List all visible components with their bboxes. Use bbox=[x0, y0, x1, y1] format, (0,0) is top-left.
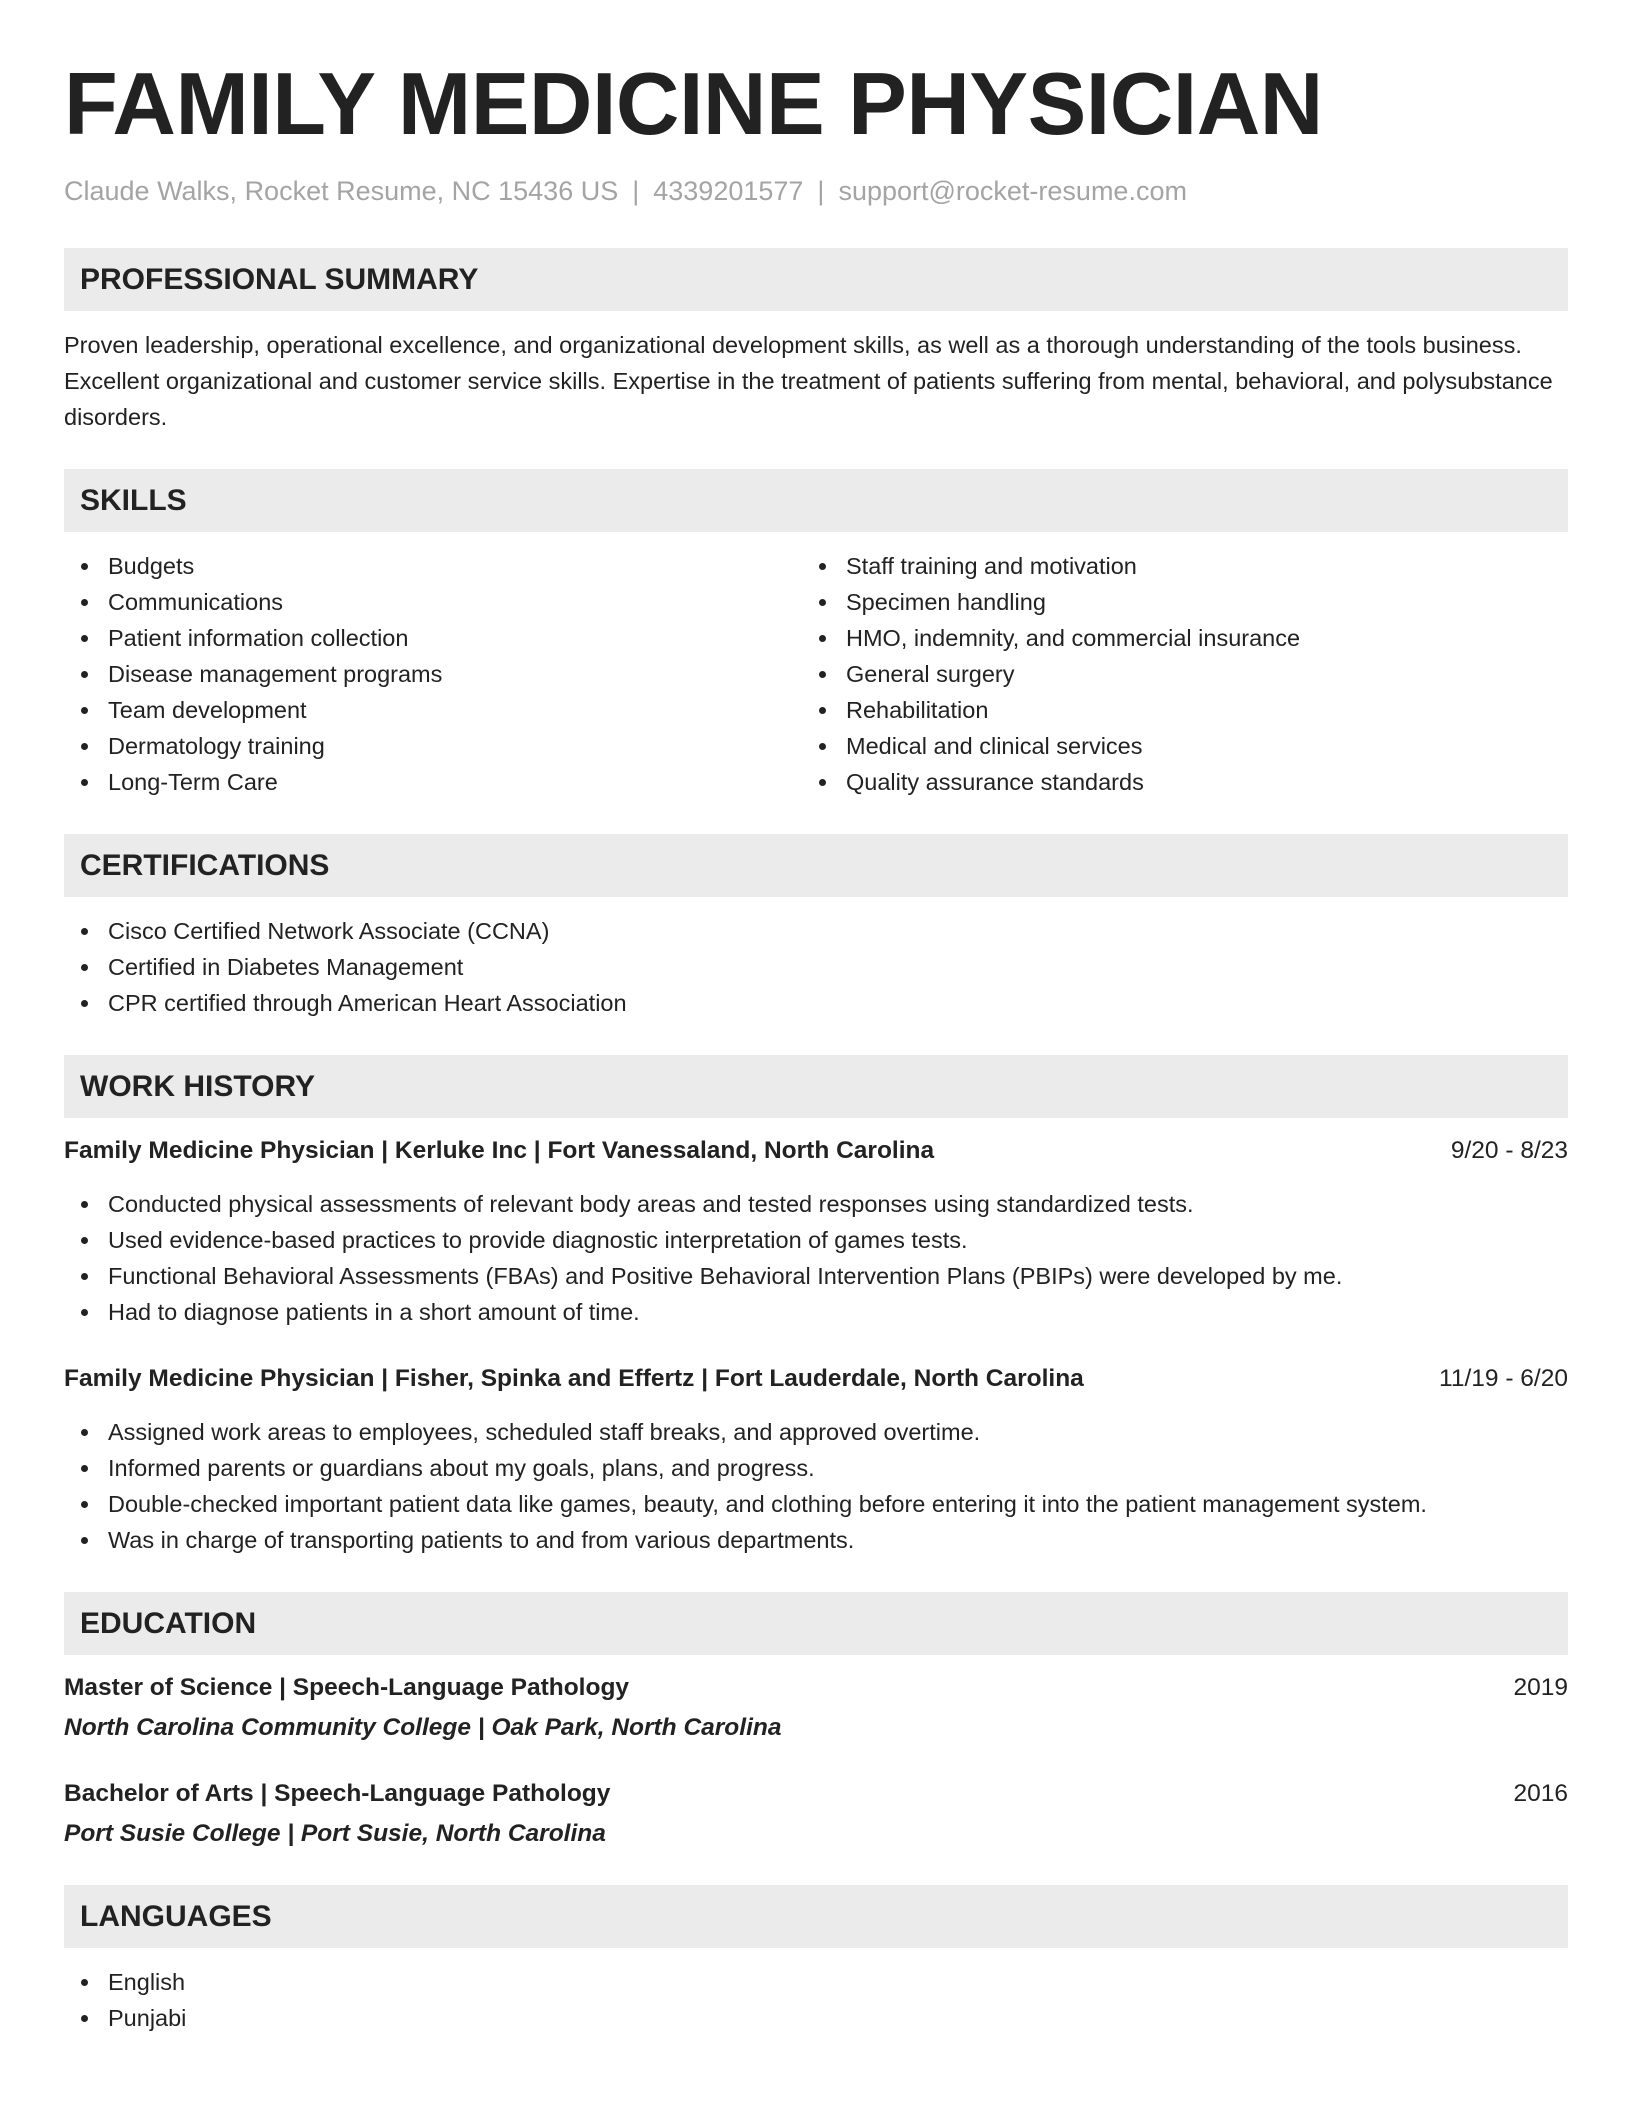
section-heading-certifications: CERTIFICATIONS bbox=[64, 834, 1568, 897]
education-school: North Carolina Community College | Oak Park, North Carolina bbox=[64, 1714, 782, 1741]
job-duty-item: Conducted physical assessments of relevant body areas and tested responses using standardized tests. bbox=[64, 1186, 1568, 1222]
skill-item: Quality assurance standards bbox=[802, 764, 1540, 800]
certification-item: CPR certified through American Heart Association bbox=[64, 985, 1568, 1021]
skill-item: General surgery bbox=[802, 656, 1540, 692]
job-title: Family Medicine Physician | Kerluke Inc | Fort Vanessaland, North Carolina bbox=[64, 1137, 935, 1164]
skill-item: Patient information collection bbox=[64, 620, 802, 656]
section-heading-work-history: WORK HISTORY bbox=[64, 1055, 1568, 1118]
skills-column-left bbox=[64, 548, 802, 800]
job-duty-item: Used evidence-based practices to provide diagnostic interpretation of games tests. bbox=[64, 1222, 1568, 1258]
section-heading-skills: SKILLS bbox=[64, 469, 1568, 532]
skill-item: Medical and clinical services bbox=[802, 728, 1540, 764]
education-year: 2019 bbox=[1513, 1674, 1568, 1701]
skill-item: Specimen handling bbox=[802, 584, 1540, 620]
job-dates: 9/20 - 8/23 bbox=[1450, 1137, 1568, 1164]
job-duty-item: Was in charge of transporting patients to and from various departments. bbox=[64, 1522, 1568, 1558]
resume-name-heading: FAMILY MEDICINE PHYSICIAN bbox=[64, 54, 1323, 153]
certification-item: Cisco Certified Network Associate (CCNA) bbox=[64, 913, 1568, 949]
job-duty-item: Informed parents or guardians about my goals, plans, and progress. bbox=[64, 1450, 1568, 1486]
education-header bbox=[64, 1671, 1568, 1705]
job-duty-item: Assigned work areas to employees, scheduled staff breaks, and approved overtime. bbox=[64, 1414, 1568, 1450]
job-duties-list bbox=[64, 1186, 1568, 1330]
skill-item: Long-Term Care bbox=[64, 764, 802, 800]
skill-item: Team development bbox=[64, 692, 802, 728]
skill-item: Staff training and motivation bbox=[802, 548, 1540, 584]
contact-phone: 4339201577 bbox=[653, 176, 804, 206]
contact-separator: | bbox=[817, 176, 825, 206]
skill-item: Rehabilitation bbox=[802, 692, 1540, 728]
section-heading-languages: LANGUAGES bbox=[64, 1885, 1568, 1948]
job-duties-list bbox=[64, 1414, 1568, 1558]
skill-item: Dermatology training bbox=[64, 728, 802, 764]
language-item: Punjabi bbox=[64, 2000, 1568, 2036]
skill-item: Communications bbox=[64, 584, 802, 620]
job-duty-item: Had to diagnose patients in a short amount of time. bbox=[64, 1294, 1568, 1330]
job-duty-item: Double-checked important patient data like games, beauty, and clothing before entering it into the patient management system. bbox=[64, 1486, 1568, 1522]
contact-separator: | bbox=[632, 176, 640, 206]
job-header bbox=[64, 1362, 1568, 1396]
education-school: Port Susie College | Port Susie, North Carolina bbox=[64, 1820, 606, 1847]
education-degree: Master of Science | Speech-Language Pathology bbox=[64, 1674, 630, 1701]
certifications-list bbox=[64, 913, 1568, 1021]
contact-address: Claude Walks, Rocket Resume, NC 15436 US bbox=[64, 176, 619, 206]
job-title: Family Medicine Physician | Fisher, Spinka and Effertz | Fort Lauderdale, North Carolina bbox=[64, 1365, 1084, 1392]
education-header bbox=[64, 1777, 1568, 1811]
job-header bbox=[64, 1134, 1568, 1168]
contact-line bbox=[64, 174, 1568, 208]
contact-email: support@rocket-resume.com bbox=[838, 176, 1187, 206]
certification-item: Certified in Diabetes Management bbox=[64, 949, 1568, 985]
section-heading-education: EDUCATION bbox=[64, 1592, 1568, 1655]
job-entry bbox=[64, 1362, 1568, 1558]
job-duty-item: Functional Behavioral Assessments (FBAs) and Positive Behavioral Intervention Plans (PBIPs) were developed by me. bbox=[64, 1258, 1568, 1294]
job-dates: 11/19 - 6/20 bbox=[1439, 1365, 1568, 1392]
education-entry bbox=[64, 1671, 1568, 1745]
language-item: English bbox=[64, 1964, 1568, 2000]
section-heading-summary: PROFESSIONAL SUMMARY bbox=[64, 248, 1568, 311]
summary-text: Proven leadership, operational excellence, and organizational development skills, as well as a thorough understanding of the tools business. Excellent organizational and customer service skills. Expertise in the treatment of patients suffering from mental, behavioral, and polysubstance disorders. bbox=[64, 332, 1553, 430]
skills-list bbox=[64, 548, 1568, 800]
education-year: 2016 bbox=[1513, 1780, 1568, 1807]
education-degree: Bachelor of Arts | Speech-Language Pathology bbox=[64, 1780, 611, 1807]
education-entry bbox=[64, 1777, 1568, 1851]
skill-item: HMO, indemnity, and commercial insurance bbox=[802, 620, 1540, 656]
skills-column-right bbox=[802, 548, 1540, 800]
skill-item: Budgets bbox=[64, 548, 802, 584]
skill-item: Disease management programs bbox=[64, 656, 802, 692]
job-entry bbox=[64, 1134, 1568, 1330]
languages-list bbox=[64, 1964, 1568, 2036]
